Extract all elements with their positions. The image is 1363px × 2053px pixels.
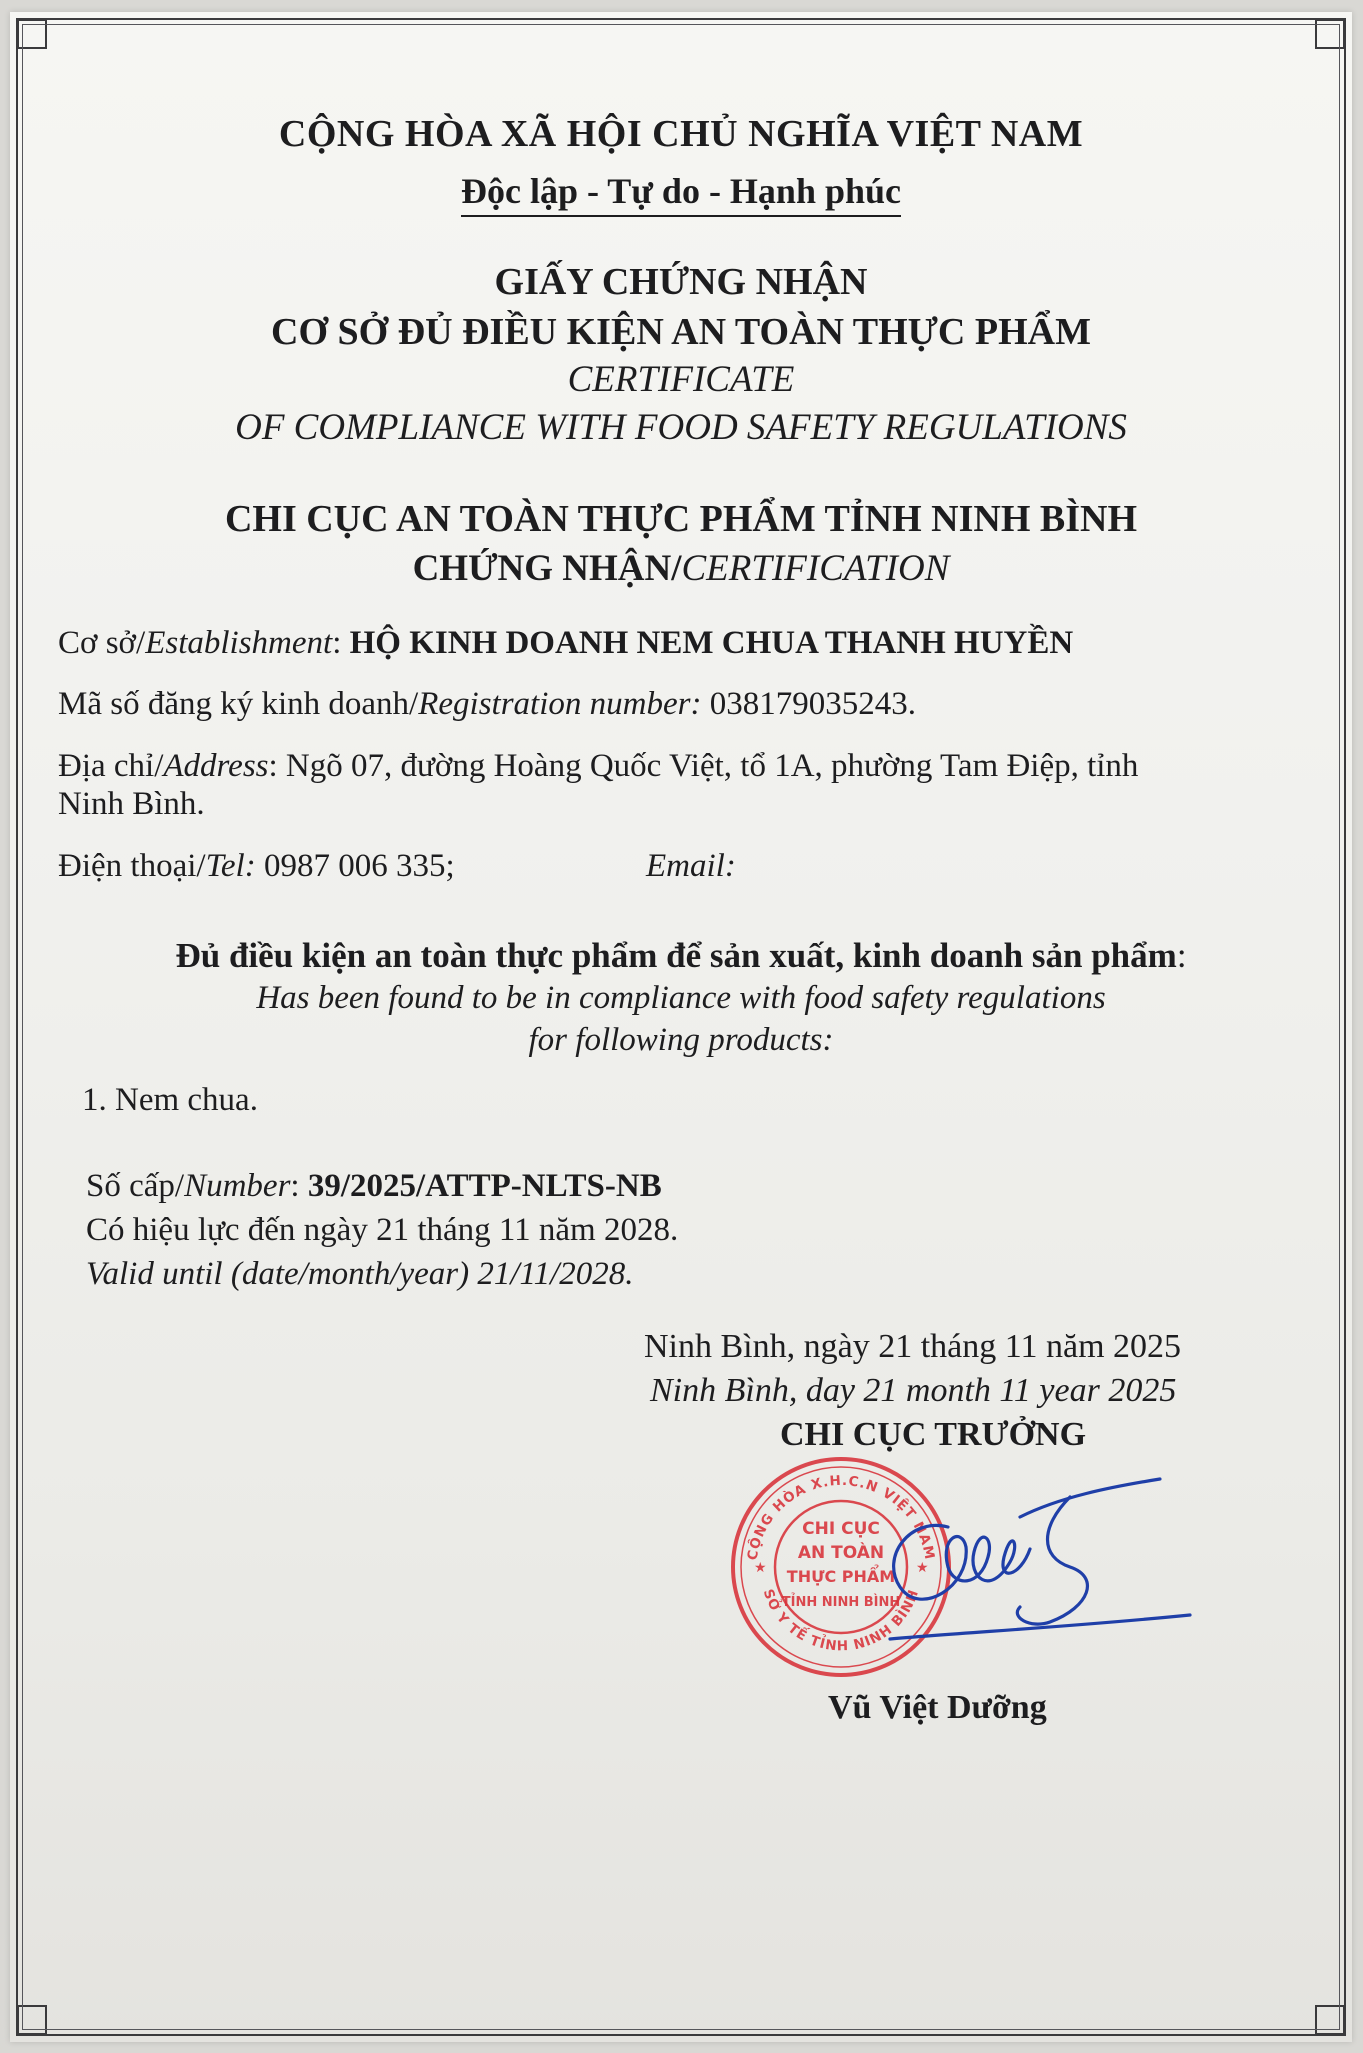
establishment-label-en: Establishment: [145, 625, 333, 661]
certificate-page: [10, 12, 1352, 2042]
establishment-field: [58, 625, 1073, 662]
national-title: CỘNG HÒA XÃ HỘI CHỦ NGHĨA VIỆT NAM: [278, 113, 1084, 155]
number-label-vi: Số cấp/: [86, 1168, 185, 1204]
seal-ring-bottom: SỞ Y TẾ TỈNH NINH BÌNH: [759, 1587, 923, 1655]
seal-star-icon: ★: [916, 1560, 929, 1576]
seal-center-line: THỰC PHẨM: [786, 1567, 896, 1586]
validity-vi: Có hiệu lực đến ngày 21 tháng 11 năm 2028.: [86, 1212, 679, 1248]
compliance-statement-en-1: Has been found to be in compliance with food safety regulations: [256, 980, 1106, 1016]
tel-field: [58, 848, 455, 885]
tel-value: 0987 006 335;: [263, 848, 455, 884]
seal-ring-top: CỘNG HÒA X.H.C.N VIỆT NAM: [744, 1472, 938, 1562]
tel-label-vi: Điện thoại/: [58, 848, 206, 884]
seal-center-line: AN TOÀN: [797, 1543, 885, 1563]
product-item: 1. Nem chua.: [82, 1082, 258, 1118]
place-date-vi: Ninh Bình, ngày 21 tháng 11 năm 2025: [644, 1328, 1182, 1365]
address-label-vi: Địa chỉ/: [58, 748, 164, 784]
certificate-title-en-2: OF COMPLIANCE WITH FOOD SAFETY REGULATIONS: [235, 407, 1127, 448]
signer-name: Vũ Việt Dưỡng: [828, 1689, 1047, 1726]
handwritten-signature: [870, 1457, 1200, 1657]
certificate-title-vi-1: GIẤY CHỨNG NHẬN: [494, 261, 868, 303]
colon: :: [332, 625, 350, 661]
registration-field: [58, 686, 916, 723]
validity-en: Valid until (date/month/year) 21/11/2028.: [86, 1256, 634, 1292]
registration-label-vi: Mã số đăng ký kinh doanh/: [58, 686, 419, 722]
address-value-line2: Ninh Bình.: [58, 786, 205, 822]
address-label-en: Address: [163, 748, 269, 784]
colon: :: [290, 1168, 308, 1204]
compliance-text-vi: Đủ điều kiện an toàn thực phẩm để sản xuất, kinh doanh sản phẩm: [175, 936, 1177, 975]
signer-title: CHI CỤC TRƯỞNG: [780, 1416, 1087, 1453]
address-value-line1: Ngõ 07, đường Hoàng Quốc Việt, tổ 1A, phường Tam Điệp, tỉnh: [285, 748, 1139, 784]
number-value: 39/2025/ATTP-NLTS-NB: [307, 1168, 662, 1204]
tel-label-en: Tel:: [205, 848, 256, 884]
issuing-authority: CHI CỤC AN TOÀN THỰC PHẨM TỈNH NINH BÌNH: [224, 498, 1138, 540]
registration-label-en: Registration number:: [418, 686, 702, 722]
certificate-number: [86, 1168, 662, 1205]
establishment-label-vi: Cơ sở/: [58, 625, 146, 661]
place-date-en: Ninh Bình, day 21 month 11 year 2025: [650, 1372, 1177, 1409]
seal-center-line: CHI CỤC: [802, 1519, 880, 1539]
email-label: Email:: [646, 848, 736, 884]
address-field: [58, 748, 1138, 785]
colon: :: [268, 748, 286, 784]
certificate-title-vi-2: CƠ SỞ ĐỦ ĐIỀU KIỆN AN TOÀN THỰC PHẨM: [271, 311, 1091, 353]
compliance-statement-vi: [10, 936, 1352, 976]
compliance-statement-en-2: for following products:: [528, 1022, 834, 1058]
colon: :: [1176, 936, 1187, 975]
establishment-value: HỘ KINH DOANH NEM CHUA THANH HUYỀN: [349, 625, 1074, 661]
certify-vi: CHỨNG NHẬN/: [412, 548, 682, 589]
number-label-en: Number: [184, 1168, 291, 1204]
certify-en: CERTIFICATION: [681, 548, 950, 589]
national-motto: [10, 170, 1352, 212]
registration-value: 038179035243.: [709, 686, 916, 722]
motto-text: Độc lập - Tự do - Hạnh phúc: [461, 171, 901, 217]
seal-star-icon: ★: [754, 1560, 767, 1576]
seal-center-line: TỈNH NINH BÌNH: [781, 1595, 901, 1610]
certificate-title-en-1: CERTIFICATE: [567, 359, 795, 400]
certification-heading: [10, 547, 1352, 590]
